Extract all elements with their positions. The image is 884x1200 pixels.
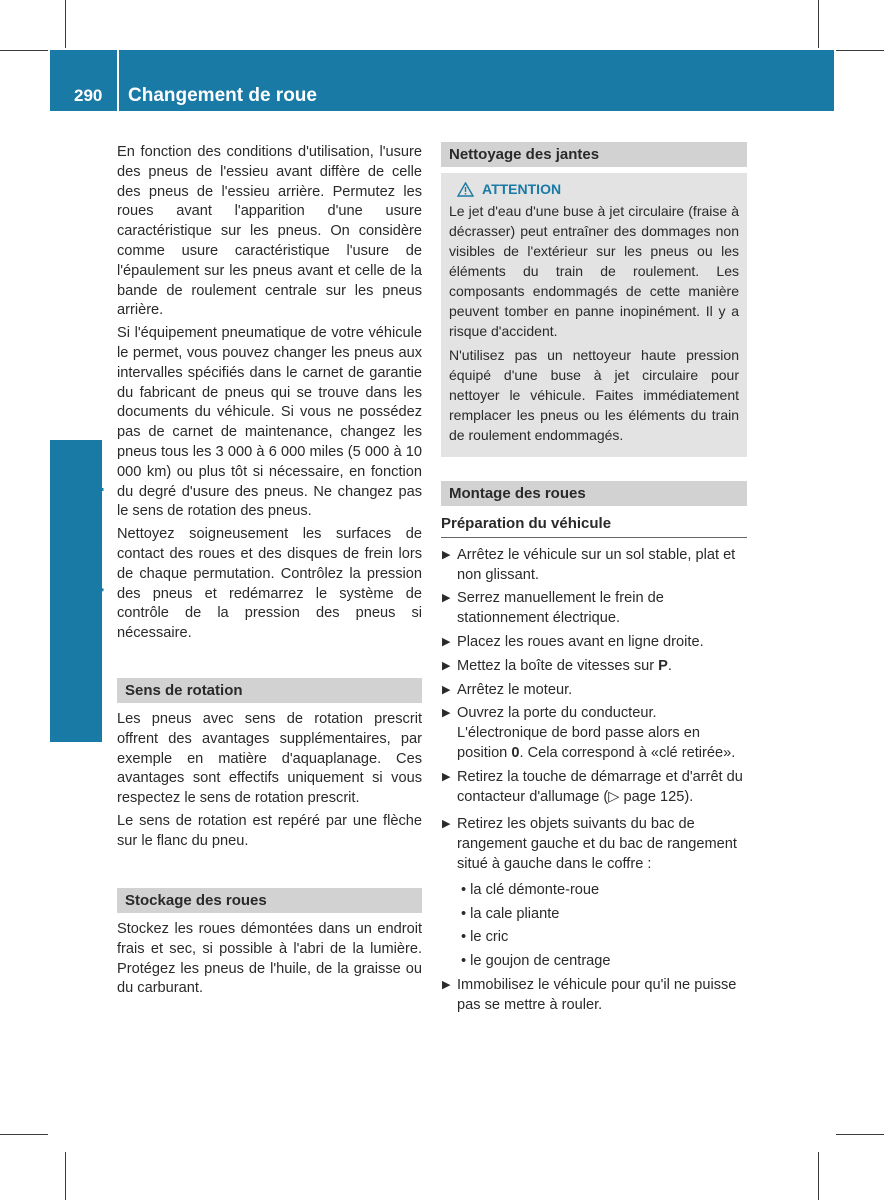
page-number: 290 (74, 86, 103, 105)
step-text: Retirez la touche de démarrage et d'arrêt du contacteur d'allumage (▷ page 125). (457, 768, 743, 805)
header-divider (117, 50, 119, 111)
section-heading-cleaning: Nettoyage des jantes (441, 142, 747, 167)
storage-paragraph: Stockez les roues démontées dans un endroit frais et sec, si possible à l'abri de la lumière. Protégez les pneus de l'huile, de la graisse ou du carburant. (117, 921, 422, 997)
sub-item: • la cale pliante (461, 905, 560, 922)
step-item (441, 815, 747, 972)
warning-header (449, 179, 739, 199)
gear-position-p: P (658, 657, 668, 674)
step-text: Mettez la boîte de vitesses sur (457, 657, 659, 674)
step-text: . (667, 657, 672, 674)
sub-item: • la clé démonte-roue (461, 881, 600, 898)
rotation-paragraph: Les pneus avec sens de rotation prescrit offrent des avantages supplémentaires, par exemple en matière d'aquaplanage. Ces avantages sont effectifs uniquement si vous respectez le sens de rotation prescrit. (117, 711, 422, 807)
step-item (441, 546, 747, 586)
step-arrow-icon: ▶ (442, 683, 451, 696)
page-header (50, 50, 834, 111)
warning-label: ATTENTION (482, 181, 562, 197)
step-text: . Cela correspond à «clé retirée». (519, 744, 736, 761)
warning-triangle-icon (457, 182, 474, 197)
step-arrow-icon: ▶ (442, 548, 451, 561)
crop-mark (818, 0, 819, 48)
step-text: Serrez manuellement le frein de stationnement électrique. (457, 590, 664, 627)
storage-section (117, 888, 422, 1002)
intro-paragraph: Nettoyez soigneusement les surfaces de contact des roues et des disques de frein lors de chaque permutation. Contrôlez la pression des pneus et redémarrez le système de contrôle de la pression des pneus si nécessaire. (117, 526, 422, 642)
sub-item: • le cric (461, 929, 509, 946)
step-item (441, 633, 747, 653)
intro-paragraph: En fonction des conditions d'utilisation, l'usure des pneus de l'essieu avant diffère de celle des pneus de l'essieu arrière. Permutez les roues avant l'apparition d'une usure caractéristique sur les pneus. On considère comme usure caractéristique l'usure de l'épaulement sur les pneus avant et celle de la bande de roulement centrale sur les pneus arrière. (117, 144, 422, 319)
step-text: Immobilisez le véhicule pour qu'il ne puisse pas se mettre à rouler. (457, 976, 737, 1013)
rotation-section (117, 678, 422, 855)
warning-paragraph: Le jet d'eau d'une buse à jet circulaire (fraise à décrasser) peut entraîner des dommages non visibles de l'extérieur sur les pneus ou les éléments du train de roulement. Les composants endommagés de cette manière peuvent tomber en panne inopinément. Il y a risque d'accident. (449, 203, 739, 339)
step-arrow-icon: ▶ (442, 659, 451, 672)
step-arrow-icon: ▶ (442, 635, 451, 648)
crop-mark (836, 1134, 884, 1135)
left-column (117, 143, 422, 647)
ignition-position-0: 0 (511, 744, 520, 761)
sub-item: • le goujon de centrage (461, 953, 611, 970)
step-arrow-icon: ▶ (442, 978, 451, 991)
step-text: Arrêtez le moteur. (457, 681, 573, 698)
intro-paragraph: Si l'équipement pneumatique de votre véhicule le permet, vous pouvez changer les pneus aux intervalles spécifiés dans le carnet de garantie du fabricant de pneus qui se trouve dans les documents du véhicule. Si vous ne possédez pas de carnet de maintenance, changez les pneus tous les 3 000 à 6 000 miles (5 000 à 10 000 km) ou plus tôt si nécessaire, en fonction du degré d'usure des pneus. Ne changez pas le sens de rotation des pneus. (117, 325, 422, 520)
step-text: Placez les roues avant en ligne droite. (457, 633, 704, 650)
step-text: Arrêtez le véhicule sur un sol stable, plat et non glissant. (457, 546, 736, 583)
crop-mark (65, 1152, 66, 1200)
crop-mark (836, 50, 884, 51)
cleaning-section (441, 142, 747, 457)
page-title: Changement de roue (128, 85, 317, 106)
crop-mark (65, 0, 66, 48)
chapter-label: Jantes et pneumatiques (81, 450, 104, 690)
mounting-section (441, 481, 747, 1020)
warning-box (441, 173, 747, 457)
warning-paragraph: N'utilisez pas un nettoyeur haute pression équipé d'une buse à jet circulaire pour nettoyer le véhicule. Faites immédiatement remplacer les pneus ou les éléments du train de roulement endommagés. (449, 347, 739, 443)
step-item (441, 657, 747, 677)
step-item (441, 681, 747, 701)
step-text: Ouvrez la porte du conducteur. L'électronique de bord passe alors en position (457, 705, 700, 761)
section-heading-rotation: Sens de rotation (117, 678, 422, 703)
step-item (441, 589, 747, 629)
crop-mark (818, 1152, 819, 1200)
crop-mark (0, 50, 48, 51)
subheading-preparation: Préparation du véhicule (441, 514, 747, 538)
step-item (441, 704, 747, 763)
step-item (441, 768, 747, 808)
step-arrow-icon: ▶ (442, 770, 451, 783)
section-heading-mounting: Montage des roues (441, 481, 747, 506)
rotation-paragraph: Le sens de rotation est repéré par une flèche sur le flanc du pneu. (117, 812, 422, 849)
crop-mark (0, 1134, 48, 1135)
step-list (441, 546, 747, 1016)
section-heading-storage: Stockage des roues (117, 888, 422, 913)
step-text: Retirez les objets suivants du bac de rangement gauche et du bac de rangement situé à gauche dans le coffre : (457, 816, 737, 872)
step-arrow-icon: ▶ (442, 707, 451, 720)
step-arrow-icon: ▶ (442, 818, 451, 831)
step-item (441, 976, 747, 1016)
step-arrow-icon: ▶ (442, 592, 451, 605)
sub-list (441, 881, 747, 972)
